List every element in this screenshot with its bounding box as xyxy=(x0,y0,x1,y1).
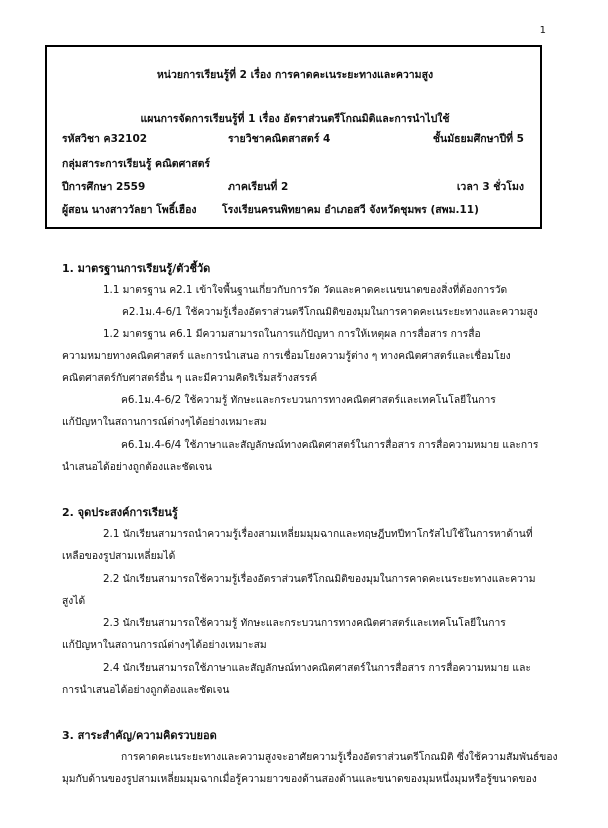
section1-line: 1.2 มาตรฐาน ค6.1 มีความสามารถในการแก้ปัญหา การให้เหตุผล การสื่อสาร การสื่อ xyxy=(103,328,481,340)
page-number: 1 xyxy=(539,25,546,36)
section3-heading: 3. สาระสำคัญ/ความคิดรวบยอด xyxy=(62,729,217,742)
school: โรงเรียนครนพิทยาคม อำเภอสวี จังหวัดชุมพร (สพม.11) xyxy=(222,204,479,216)
course-name: รายวิชาคณิตสาสตร์ 4 xyxy=(228,133,331,145)
section2-line: สูงได้ xyxy=(62,595,86,607)
section2-line: 2.3 นักเรียนสามารถใช้ความรู้ ทักษะและกระบวนการทางคณิตศาสตร์และเทคโนโลยีในการ xyxy=(103,617,506,629)
section2-line: 2.4 นักเรียนสามารถใช้ภาษาและสัญลักษณ์ทางคณิตศาสตร์ในการสื่อสาร การสื่อความหมาย และ xyxy=(103,662,531,674)
course-code: รหัสวิชา ค32102 xyxy=(62,133,148,145)
section1-line: แก้ปัญหาในสถานการณ์ต่างๆได้อย่างเหมาะสม xyxy=(62,416,267,428)
section1-line: ค6.1ม.4-6/4 ใช้ภาษาและสัญลักษณ์ทางคณิตศาสตร์ในการสื่อสาร การสื่อความหมาย และการ xyxy=(121,439,539,451)
section3-line: มุมกับด้านของรูปสามเหลี่ยมมุมฉากเมื่อรู้ความยาวของด้านสองด้านและขนาดของมุมหนึ่งมุมหรือรู้ขนาดของ xyxy=(62,773,537,785)
section1-line: ค2.1ม.4-6/1 ใช้ความรู้เรื่องอัตราส่วนตรีโกณมิติของมุมในการคาดคะเนระยะทางและความสูง xyxy=(122,306,538,318)
plan-title: แผนการจัดการเรียนรู้ที่ 1 เรื่อง อัตราส่วนตรีโกณมิติและการนำไปใช้ xyxy=(140,113,450,125)
section2-line: การนำเสนอได้อย่างถูกต้องและชัดเจน xyxy=(62,684,230,696)
section1-line: ความหมายทางคณิตศาสตร์ และการนำเสนอ การเชื่อมโยงความรู้ต่าง ๆ ทางคณิตศาสตร์และเชื่อมโยง xyxy=(62,350,511,362)
unit-title: หน่วยการเรียนรู้ที่ 2 เรื่อง การคาดคะเนระยะทางและความสูง xyxy=(156,69,434,81)
section2-heading: 2. จุดประสงค์การเรียนรู้ xyxy=(62,506,178,519)
subject-group: กลุ่มสาระการเรียนรู้ คณิตศาสตร์ xyxy=(62,158,211,170)
grade: ชั้นมัธยมศึกษาปีที่ 5 xyxy=(432,133,524,145)
section2-line: แก้ปัญหาในสถานการณ์ต่างๆได้อย่างเหมาะสม xyxy=(62,639,267,651)
section2-line: 2.1 นักเรียนสามารถนำความรู้เรื่องสามเหลี่ยมมุมฉากและทฤษฎีบทปีทาโกรัสไปใช้ในการหาด้านที่ xyxy=(103,528,533,540)
section1-line: นำเสนอได้อย่างถูกต้องและชัดเจน xyxy=(62,461,212,473)
semester: ภาคเรียนที่ 2 xyxy=(228,181,289,193)
section3-line: การคาดคะเนระยะทางและความสูงจะอาศัยความรู้เรื่องอัตราส่วนตรีโกณมิติ ซึ่งใช้ความสัมพันธ์ของ xyxy=(121,751,558,763)
section1-line: ค6.1ม.4-6/2 ใช้ความรู้ ทักษะและกระบวนการทางคณิตศาสตร์และเทคโนโลยีในการ xyxy=(121,394,496,406)
section2-line: เหลือของรูปสามเหลี่ยมได้ xyxy=(62,550,176,562)
academic-year: ปีการศึกษา 2559 xyxy=(62,181,146,193)
section1-line: คณิตศาสตร์กับศาสตร์อื่น ๆ และมีความคิดริเริ่มสร้างสรรค์ xyxy=(62,372,318,384)
section2-line: 2.2 นักเรียนสามารถใช้ความรู้เรื่องอัตราส่วนตรีโกณมิติของมุมในการคาดคะเนระยะทางและความ xyxy=(103,573,536,585)
section1-heading: 1. มาตรฐานการเรียนรู้/ตัวชี้วัด xyxy=(62,262,211,275)
section1-line: 1.1 มาตรฐาน ค2.1 เข้าใจพื้นฐานเกี่ยวกับการวัด วัดและคาดคะเนขนาดของสิ่งที่ต้องการวัด xyxy=(103,284,508,296)
duration: เวลา 3 ชั่วโมง xyxy=(456,181,524,193)
teacher: ผู้สอน นางสาววัลยา โพธิ์เฮือง xyxy=(62,204,197,216)
